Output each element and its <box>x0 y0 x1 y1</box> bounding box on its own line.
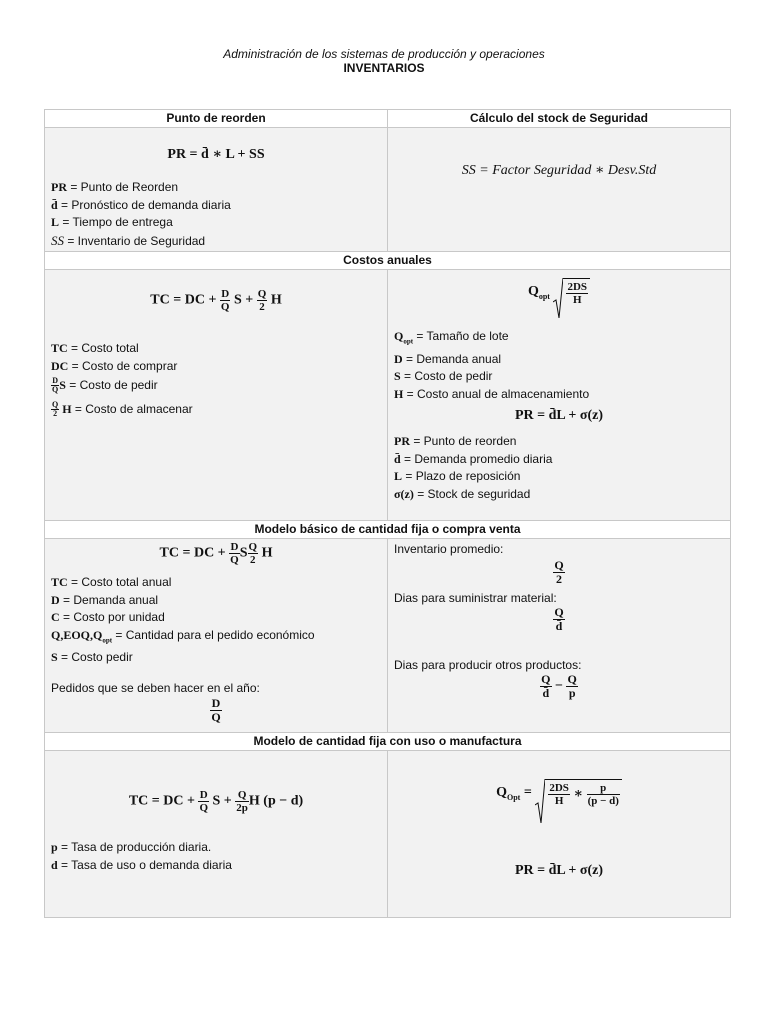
def-row: DC = Costo de comprar <box>51 358 178 373</box>
def-row: $Q,EOQ,Q_{opt}$ = Cantidad para el pedido económico <box>51 627 315 644</box>
section-header-reorder-point: Punto de reorden <box>45 110 388 128</box>
document-title: INVENTARIOS <box>343 61 425 75</box>
manufacturing-pr-formula: PR = d̄L + σ(z) <box>514 863 604 878</box>
manufacturing-total-cost-formula: TC = DC + $\frac{D}{Q}$ S + $\frac{Q}{2p}$ H (p − d) <box>128 789 304 814</box>
section-header-manufacturing-model: Modelo de cantidad fija con uso o manufactura <box>45 733 731 751</box>
basic-total-cost-formula: TC = DC + $\frac{D}{Q}$ S $\frac{Q}{2}$ H <box>159 541 273 566</box>
manufacturing-definitions <box>51 839 232 874</box>
formula-table <box>44 109 731 918</box>
orders-label: Pedidos que se deben hacer en el año: <box>51 681 260 695</box>
def-row: d̄ = Pronóstico de demanda diaria <box>51 197 231 212</box>
def-row: $\frac{D}{Q}$ S = Costo de pedir <box>52 376 158 395</box>
def-row: D = Demanda anual <box>51 592 159 607</box>
produce-days-label: Dias para producir otros productos: <box>394 658 582 672</box>
section-header-basic-model: Modelo básico de cantidad fija o compra venta <box>45 521 731 539</box>
manufacturing-model-cell <box>45 751 388 918</box>
manufacturing-qopt-formula: $Q_{Opt}$ = $\frac{2DS}{H}$ ∗ $\frac{p}{(p - d)}$ <box>388 779 730 807</box>
def-row: D = Demanda anual <box>394 351 502 366</box>
document-subtitle: Administración de los sistemas de producción y operaciones <box>223 47 545 61</box>
section-header-annual-costs: Costos anuales <box>45 252 731 270</box>
def-row: σ(z) = Stock de seguridad <box>394 486 531 501</box>
def-row: L = Plazo de reposición <box>394 469 521 483</box>
safety-stock-formula: SS = Factor Seguridad ∗ Desv.Std <box>461 163 657 178</box>
safety-stock-cell <box>388 128 731 252</box>
def-row: H = Costo anual de almacenamiento <box>394 386 590 401</box>
annual-costs-cell <box>45 270 388 521</box>
qopt-formula: $Q_{opt}$ $\frac{2DS}{H}$ <box>388 278 730 306</box>
radical-icon <box>535 779 545 823</box>
qopt-definitions <box>394 328 589 403</box>
def-row: $Q_{opt}$ = Tamaño de lote <box>394 329 509 346</box>
avg-inventory-label: Inventario promedio: <box>394 542 504 556</box>
def-row: L = Tiempo de entrega <box>51 215 173 229</box>
supply-days-formula: $\frac{Q}{d̄}$ <box>554 605 564 633</box>
basic-definitions <box>51 574 315 667</box>
orders-formula: $\frac{D}{Q}$ <box>211 696 221 724</box>
def-row: TC = Costo total anual <box>51 575 172 589</box>
def-row: S = Costo de pedir <box>394 369 493 384</box>
pr-definitions <box>394 433 552 503</box>
section-header-safety-stock: Cálculo del stock de Seguridad <box>388 110 731 128</box>
reorder-formula: PR = d̄ ∗ L + SS <box>167 147 265 162</box>
def-row: SS = Inventario de Seguridad <box>51 232 206 248</box>
annual-cost-definitions <box>51 340 193 418</box>
radical-icon <box>553 278 563 318</box>
eoq-cell <box>388 270 731 521</box>
def-row: d̄ = Demanda promedio diaria <box>394 451 553 466</box>
supply-days-label: Dias para suministrar material: <box>394 591 557 605</box>
reorder-point-cell <box>45 128 388 252</box>
basic-model-right-cell <box>388 539 731 733</box>
def-row: S = Costo pedir <box>51 650 133 665</box>
pr-formula: PR = d̄L + σ(z) <box>514 408 604 423</box>
produce-days-formula: $\frac{Q}{d̄}$ − $\frac{Q}{p}$ <box>541 672 577 700</box>
def-row: PR = Punto de reorden <box>394 434 517 448</box>
avg-inventory-formula: $\frac{Q}{2}$ <box>554 558 564 586</box>
def-row: PR = Punto de Reorden <box>51 180 179 194</box>
def-row: C = Costo por unidad <box>51 610 165 624</box>
reorder-definitions <box>51 179 231 250</box>
def-row: TC = Costo total <box>51 341 139 355</box>
def-row: $\frac{Q}{2}$ H = Costo de almacenar <box>52 399 193 418</box>
total-cost-formula: TC = DC + $\frac{D}{Q}$ S + $\frac{Q}{2}$ H <box>150 288 282 313</box>
def-row: d = Tasa de uso o demanda diaria <box>51 857 232 872</box>
basic-model-cell <box>45 539 388 733</box>
def-row: p = Tasa de producción diaria. <box>51 840 212 854</box>
manufacturing-right-cell <box>388 751 731 918</box>
